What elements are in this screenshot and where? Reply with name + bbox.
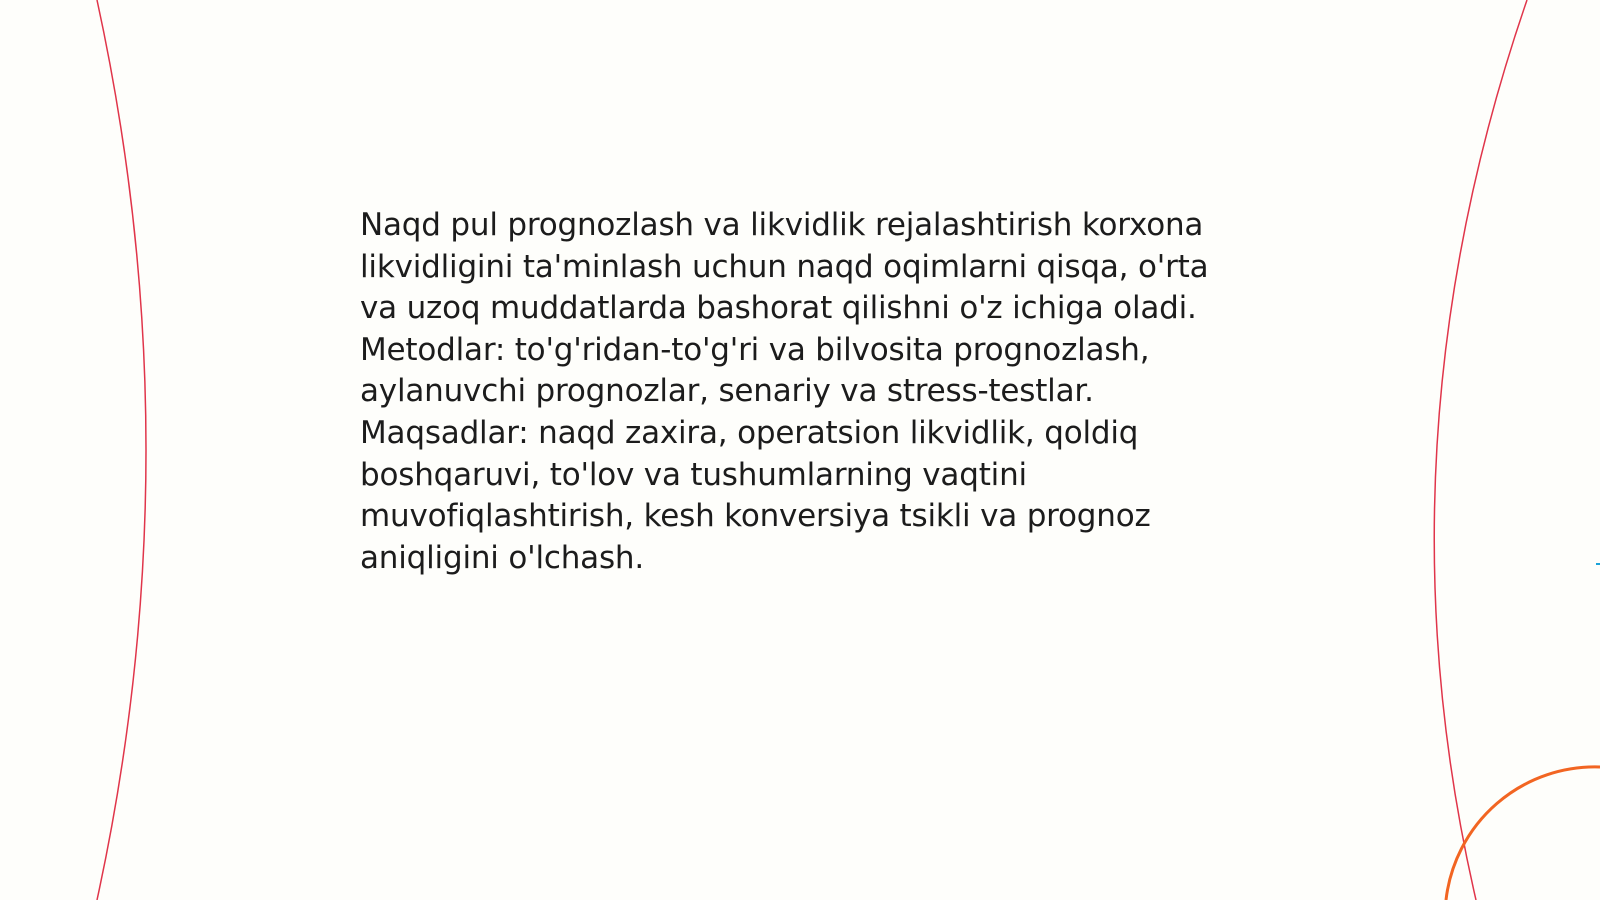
right-arc — [1434, 0, 1527, 900]
bottom-right-circle-arc — [1446, 767, 1600, 900]
left-arc — [97, 0, 146, 900]
slide-body-text: Naqd pul prognozlash va likvidlik rejalashtirish korxona likvidligini ta'minlash uchun naqd oqimlarni qisqa, o'rta va uzoq muddatlarda bashorat qilishni o'z ichiga oladi. Metodlar: to'g'ridan-to'g'ri va bilvosita prognozlash, aylanuvchi prognozlar, senariy va stress-testlar. Maqsadlar: naqd zaxira, operatsion likvidlik, qoldiq boshqaruvi, to'lov va tushumlarning vaqtini muvofiqlashtirish, kesh konversiya tsikli va prognoz aniqligini o'lchash. — [360, 207, 1209, 576]
